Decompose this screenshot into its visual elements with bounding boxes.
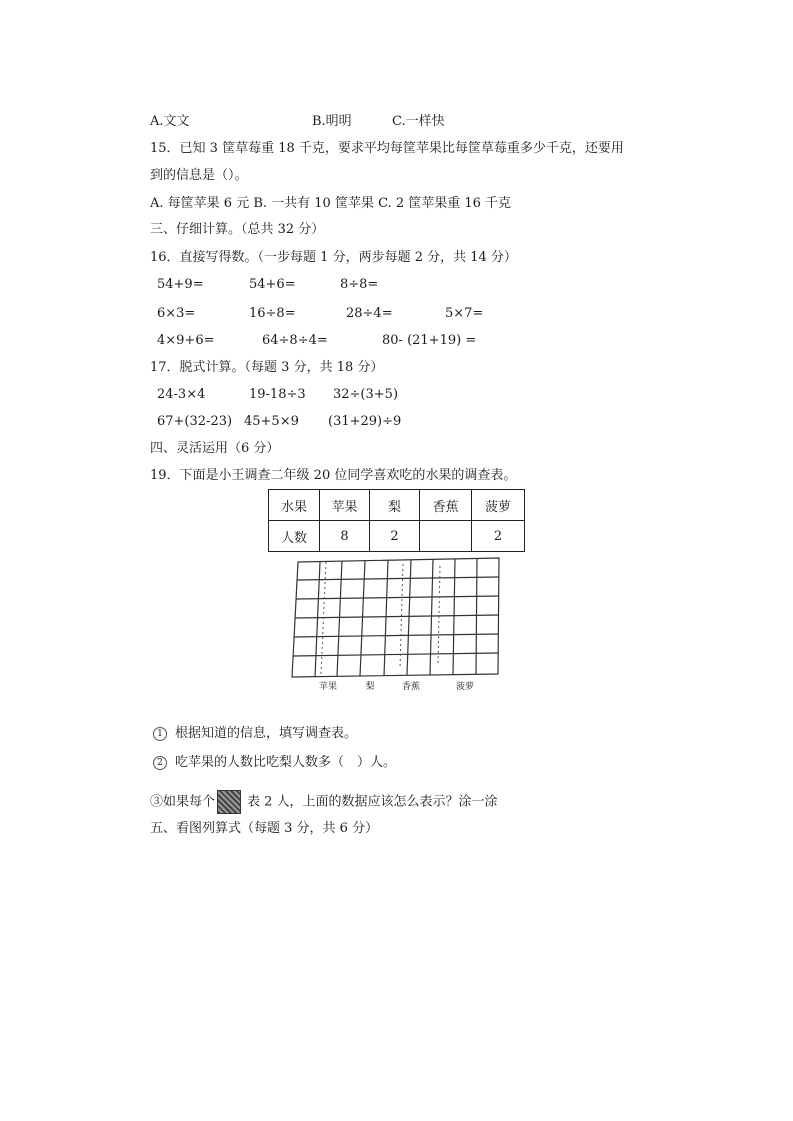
section5-heading: 五、看图列算式（每题 3 分，共 6 分） xyxy=(150,821,379,836)
table-cell: 人数 xyxy=(269,521,320,552)
q16-r1-c2: 54+6= xyxy=(249,277,296,292)
q17-r1-c1: 24-3×4 xyxy=(157,387,206,402)
q17-title: 17．脱式计算。（每题 3 分，共 18 分） xyxy=(150,360,384,375)
table-header-cell: 梨 xyxy=(370,490,420,521)
q14-option-c: C.一样快 xyxy=(392,114,445,129)
q16-r2-c1: 6×3= xyxy=(157,306,196,321)
q19-sub1 xyxy=(153,726,357,742)
q16-r2-c2: 16÷8= xyxy=(249,306,296,321)
q14-option-a: A.文文 xyxy=(150,114,190,129)
q17-r1-c2: 19-18÷3 xyxy=(249,387,306,402)
table-header-cell: 菠萝 xyxy=(472,490,525,521)
chart-label-apple: 苹果 xyxy=(318,682,338,692)
circled-number-1: 1 xyxy=(153,727,167,741)
section3-heading: 三、仔细计算。（总共 32 分） xyxy=(150,222,325,237)
circled-number-2: 2 xyxy=(153,756,167,770)
q19-sub3 xyxy=(150,790,498,815)
q17-r1-c3: 32÷(3+5) xyxy=(333,387,399,402)
q16-title: 16．直接写得数。（一步每题 1 分，两步每题 2 分，共 14 分） xyxy=(150,250,517,265)
q16-r3-c2: 64÷8÷4= xyxy=(262,333,328,348)
q19-title: 19．下面是小王调查二年级 20 位同学喜欢吃的水果的调查表。 xyxy=(150,468,517,483)
q16-r3-c1: 4×9+6= xyxy=(157,333,215,348)
table-cell: 8 xyxy=(320,521,370,552)
q17-r2-c1: 67+(32-23) xyxy=(157,414,233,429)
section4-heading: 四、灵活运用（6 分） xyxy=(150,441,280,456)
q15-options: A. 每筐苹果 6 元 B. 一共有 10 筐苹果 C. 2 筐苹果重 16 千克 xyxy=(150,196,512,211)
blank-pictograph-grid[interactable] xyxy=(290,556,502,692)
survey-table xyxy=(268,489,525,552)
q16-r2-c3: 28÷4= xyxy=(346,306,393,321)
q17-r2-c2: 45+5×9 xyxy=(244,414,299,429)
q19-sub2-text: 吃苹果的人数比吃梨人数多（ ）人。 xyxy=(175,755,397,770)
table-header-cell: 苹果 xyxy=(320,490,370,521)
q19-sub3-pre: ③如果每个 xyxy=(150,794,216,810)
table-header-cell: 水果 xyxy=(269,490,320,521)
q19-sub1-text: 根据知道的信息，填写调查表。 xyxy=(175,726,358,741)
table-header-cell: 香蕉 xyxy=(420,490,472,521)
q16-r2-c4: 5×7= xyxy=(445,306,484,321)
q16-r1-c3: 8÷8= xyxy=(340,277,379,292)
table-cell-blank[interactable] xyxy=(420,521,472,552)
pictograph-symbol-icon xyxy=(217,790,241,814)
q14-option-b: B.明明 xyxy=(312,114,352,129)
q15-line2: 到的信息是（）。 xyxy=(150,168,248,183)
table-row xyxy=(269,490,525,521)
q16-r1-c1: 54+9= xyxy=(157,277,204,292)
table-row xyxy=(269,521,525,552)
chart-label-pear: 梨 xyxy=(365,682,375,692)
q19-sub3-post: 表 2 人，上面的数据应该怎么表示？涂一涂 xyxy=(247,794,498,810)
q19-sub2 xyxy=(153,755,396,771)
q17-r2-c3: (31+29)÷9 xyxy=(328,414,402,429)
table-cell: 2 xyxy=(370,521,420,552)
table-cell: 2 xyxy=(472,521,525,552)
chart-label-pineapple: 菠萝 xyxy=(455,682,475,692)
q16-r3-c3: 80- (21+19) = xyxy=(382,333,477,348)
q15-line1: 15．已知 3 筐草莓重 18 千克，要求平均每筐苹果比每筐草莓重多少千克，还要用 xyxy=(150,141,624,156)
chart-label-banana: 香蕉 xyxy=(401,682,421,692)
